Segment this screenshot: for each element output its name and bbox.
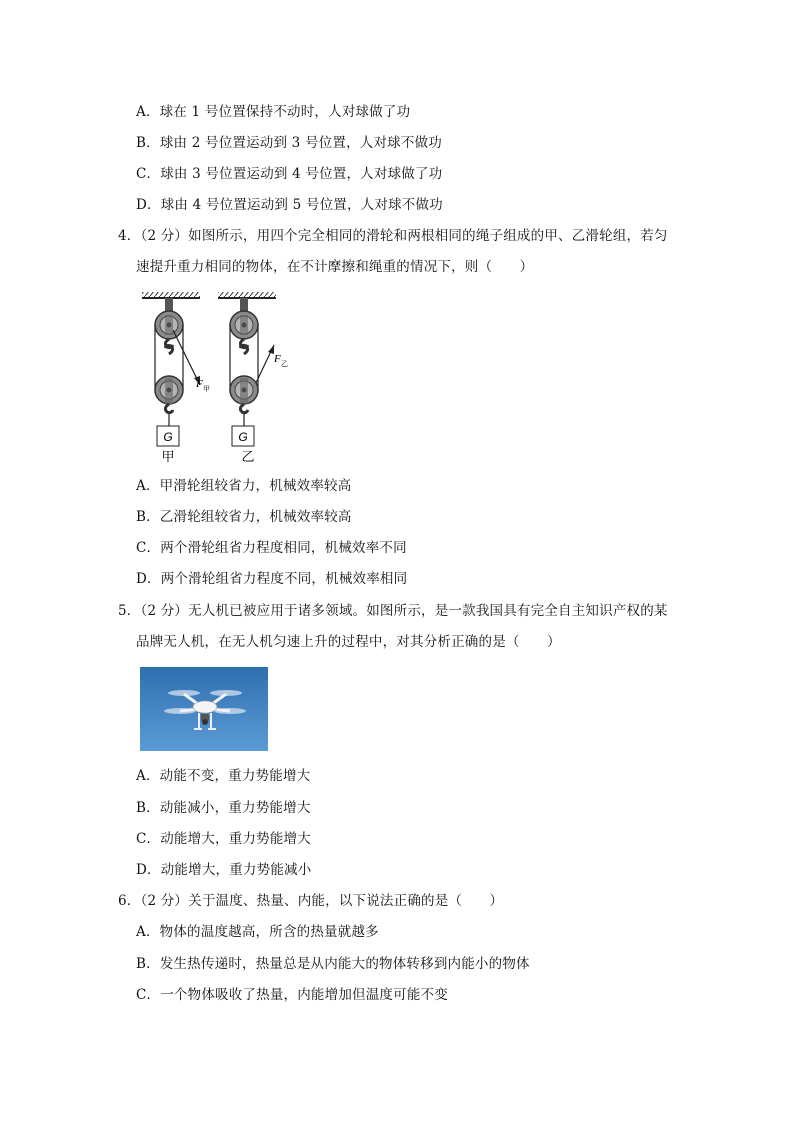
right-weight-label: G [238, 430, 248, 444]
q4-stem-line1: 4．（2 分）如图所示，用四个完全相同的滑轮和两根相同的绳子组成的甲、乙滑轮组，若匀 [118, 228, 668, 244]
left-force-label: F [196, 378, 203, 390]
right-force-subscript: 乙 [281, 360, 288, 368]
q5-option-c: C．动能增大，重力势能增大 [136, 831, 311, 847]
q4-option-b: B．乙滑轮组较省力，机械效率较高 [136, 509, 352, 525]
right-pulley-system [230, 298, 288, 465]
q4-option-a: A．甲滑轮组较省力，机械效率较高 [136, 478, 352, 494]
drone-photo [140, 667, 268, 751]
q5-option-b: B．动能减小，重力势能增大 [136, 800, 311, 816]
q6-option-b: B．发生热传递时，热量总是从内能大的物体转移到内能小的物体 [136, 956, 530, 972]
q4-stem-line2: 速提升重力相同的物体，在不计摩擦和绳重的情况下，则（ ） [136, 259, 534, 275]
left-caption: 甲 [161, 450, 175, 465]
q6-stem-line1: 6．（2 分）关于温度、热量、内能，以下说法正确的是（ ） [118, 893, 504, 909]
right-force-label: F [274, 353, 281, 365]
right-caption: 乙 [241, 450, 255, 465]
q3-option-b: B．球由 2 号位置运动到 3 号位置，人对球不做功 [136, 135, 442, 151]
left-force-subscript: 甲 [203, 385, 210, 393]
q6-option-a: A．物体的温度越高，所含的热量就越多 [136, 924, 379, 940]
q3-option-a: A．球在 1 号位置保持不动时，人对球做了功 [136, 104, 411, 120]
left-ceiling [142, 292, 200, 298]
pulley-figure [140, 290, 300, 465]
q5-stem-line1: 5．（2 分）无人机已被应用于诸多领域。如图所示，是一款我国具有完全自主知识产权的某 [118, 603, 668, 619]
q5-option-d: D．动能增大，重力势能减小 [136, 862, 312, 878]
q3-option-d: D．球由 4 号位置运动到 5 号位置，人对球不做功 [136, 197, 443, 213]
left-weight-label: G [163, 430, 173, 444]
q4-option-c: C．两个滑轮组省力程度相同，机械效率不同 [136, 540, 407, 556]
q5-stem-line2: 品牌无人机，在无人机匀速上升的过程中，对其分析正确的是（ ） [136, 634, 561, 650]
q3-option-c: C．球由 3 号位置运动到 4 号位置，人对球做了功 [136, 166, 443, 182]
q4-option-d: D．两个滑轮组省力程度不同，机械效率相同 [136, 571, 408, 587]
q6-option-c: C．一个物体吸收了热量，内能增加但温度可能不变 [136, 987, 448, 1003]
right-ceiling [218, 292, 276, 298]
q5-option-a: A．动能不变，重力势能增大 [136, 768, 311, 784]
left-pulley-system [155, 298, 210, 465]
